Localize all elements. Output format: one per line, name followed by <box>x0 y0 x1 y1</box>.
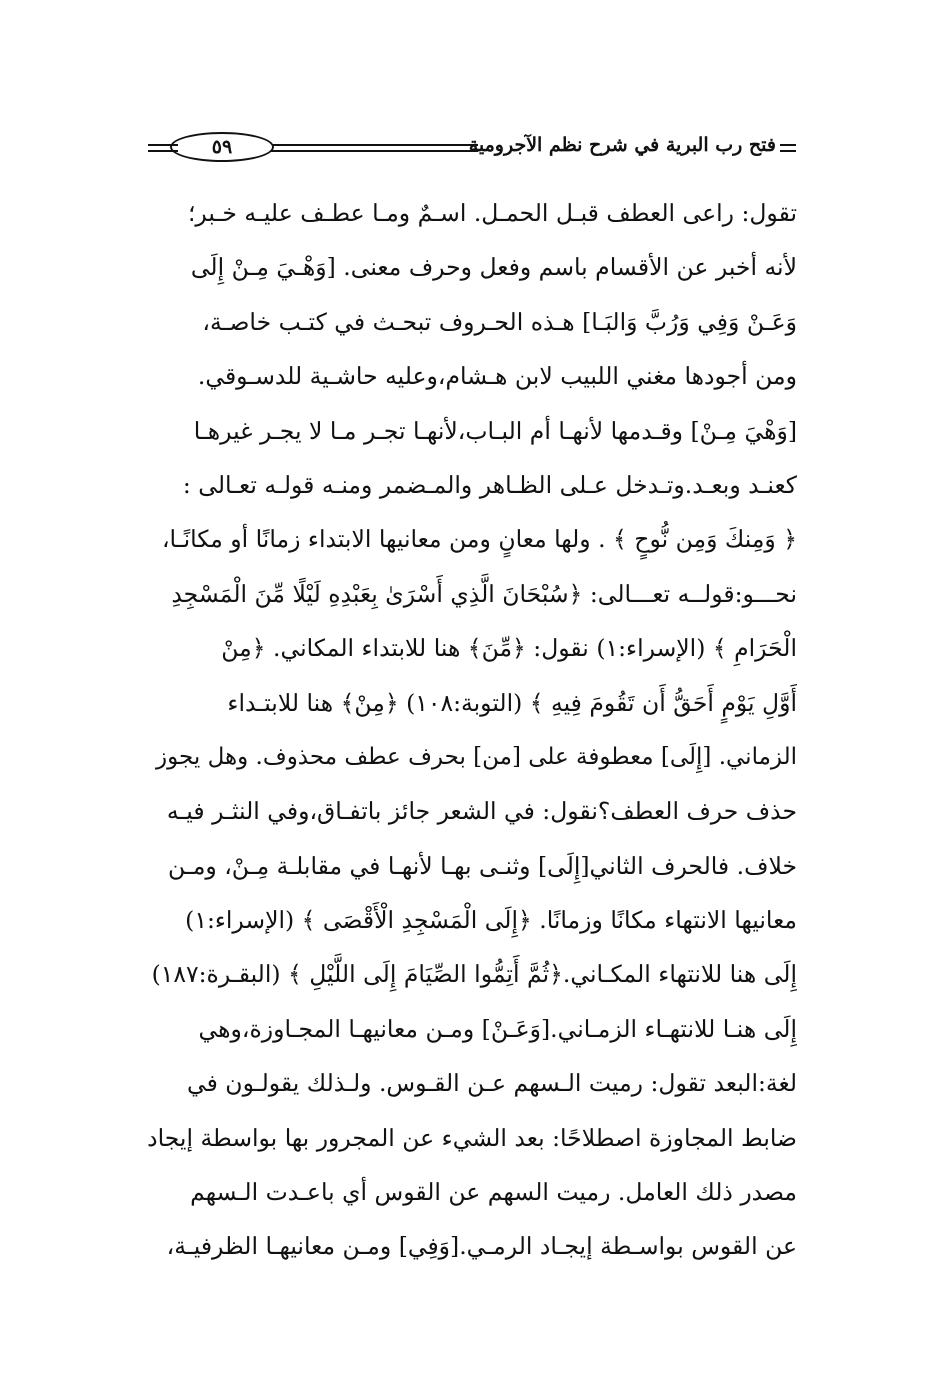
page-number: ٥٩ <box>170 132 274 162</box>
text-line: مصدر ذلك العامل. رميت السهم عن القوس أي باعـدت الـسهم <box>190 1178 797 1207</box>
text-line: ومن أجودها مغني اللبيب لابن هـشام،وعليه حاشـية للدسـوقي. <box>197 362 797 391</box>
text-line: ضابط المجاوزة اصطلاحًا: بعد الشيء عن المجرور بها بواسطة إيجاد <box>147 1123 797 1152</box>
text-line: نحـــو:قولــه تعـــالى: ﴿سُبْحَانَ الَّذِي أَسْرَىٰ بِعَبْدِهِ لَيْلًا مِّنَ الْمَسْجِدِ <box>171 579 797 608</box>
text-line: الزماني. [إِلَى] معطوفة على [من] بحرف عطف محذوف. وهل يجوز <box>156 743 797 770</box>
text-line: تقول: راعى العطف قبـل الحمـل. اسـمٌ ومـا عطـف عليـه خـبر؛ <box>187 199 797 227</box>
text-line: كعنـد وبعـد.وتـدخل عـلى الظـاهر والمـضمر ومنـه قولـه تعـالى : <box>182 470 797 499</box>
text-line: لأنه أخبر عن الأقسام باسم وفعل وحرف معنى. [وَهْـيَ مِـنْ إِلَى <box>190 253 797 282</box>
text-line: عن القوس بواسـطة إيجـاد الرمـي.[وَفِي] ومـن معانيهـا الظرفيـة، <box>166 1232 797 1261</box>
text-line: حذف حرف العطف؟نقول: في الشعر جائز باتفـاق،وفي النثـر فيـه <box>166 797 797 826</box>
text-line: إِلَى هنـا للانتهـاء الزمـاني.[وَعَـنْ] ومـن معانيهـا المجـاوزة،وهي <box>198 1014 797 1043</box>
running-header <box>148 126 796 172</box>
text-line: إِلَى هنا للانتهاء المكـاني.﴿ثُمَّ أَتِمُّوا الصِّيَامَ إِلَى اللَّيْلِ ﴾ (البقـرة:١٨٧) <box>151 960 797 989</box>
text-line: وَعَـنْ وَفِي وَرُبَّ وَالبَـا] هـذه الحـروف تبحـث في كتـب خاصـة، <box>202 307 797 336</box>
text-line: معانيها الانتهاء مكانًا وزمانًا. ﴿إِلَى الْمَسْجِدِ الْأَقْصَى ﴾ (الإسراء:١) <box>185 906 797 935</box>
text-line: الْحَرَامِ ﴾ (الإسراء:١) نقول: ﴿مِّنَ﴾ هنا للابتداء المكاني. ﴿مِنْ <box>221 634 797 663</box>
body-text <box>147 186 797 1274</box>
text-line: أَوَّلِ يَوْمٍ أَحَقُّ أَن تَقُومَ فِيهِ ﴾ (التوبة:١٠٨) ﴿مِنْ﴾ هنا للابتـداء <box>227 688 797 717</box>
header-rule-right <box>780 144 796 152</box>
text-line: [وَهْيَ مِـنْ] وقـدمها لأنهـا أم البـاب،لأنهـا تجـر مـا لا يجـر غيرهـا <box>193 416 797 445</box>
text-line: خلاف. فالحرف الثاني[إِلَى] وثنـى بهـا لأنهـا في مقابلـة مِـنْ، ومـن <box>168 851 797 880</box>
text-line: ﴿ وَمِنكَ وَمِن نُّوحٍ ﴾ . ولها معانٍ ومن معانيها الابتداء زمانًا أو مكانًـا، <box>161 525 797 554</box>
book-title: فتح رب البرية في شرح نظم الآجرومية <box>468 134 776 156</box>
text-line: لغة:البعد تقول: رميت الـسهم عـن القـوس. ولـذلك يقولـون في <box>187 1069 797 1098</box>
header-rule-middle <box>268 144 478 152</box>
header-rule-left <box>148 144 178 152</box>
